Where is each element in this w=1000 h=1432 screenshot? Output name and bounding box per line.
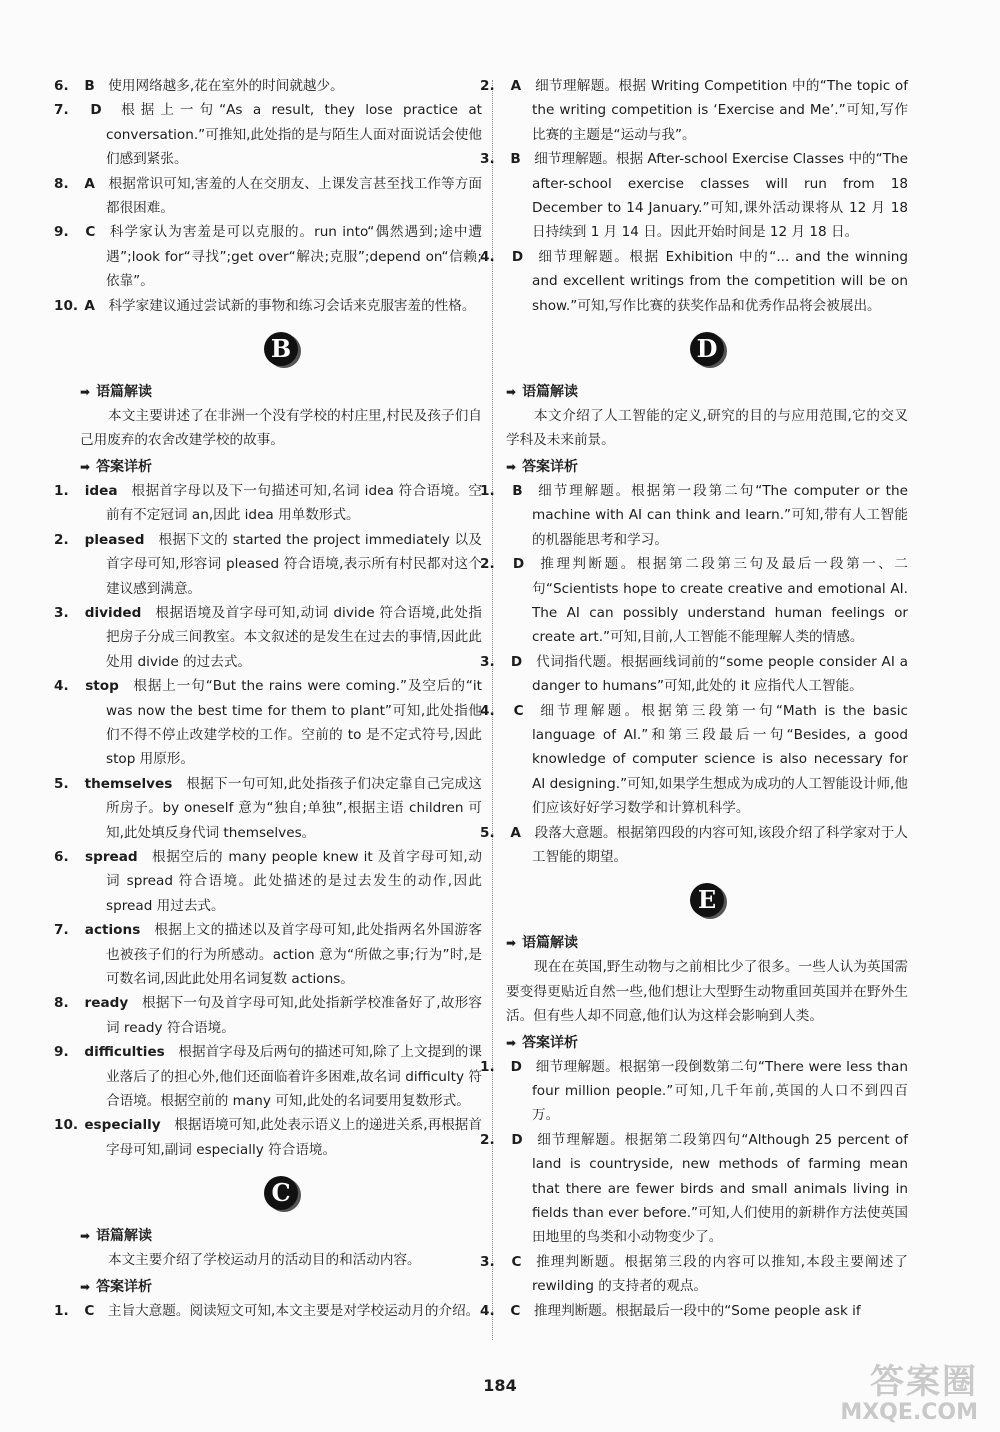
item-answer: C (511, 1253, 522, 1270)
answer-item: 10. especially 根据语境可知,此处表示语义上的递进关系,再根据首字母可知,副词 especially 符合语境。 (54, 1117, 482, 1158)
item-answer: D (511, 248, 524, 265)
arrow-icon: ➡ (80, 459, 91, 474)
watermark-logo (828, 1362, 978, 1424)
heading-text: 答案详析 (96, 1278, 153, 1295)
item-answer: A (84, 175, 95, 192)
answer-item: 5. A 段落大意题。根据第四段的内容可知,该段介绍了科学家对于人工智能的期望。 (480, 824, 908, 865)
section-heading (80, 1275, 482, 1299)
item-answer: idea (84, 482, 118, 499)
answer-item: 4. D 细节理解题。根据 Exhibition 中的“... and the winning and excellent writings from the competition will be on show.”可知,写作比赛的获奖作品和优秀作品将会被展出。 (480, 248, 908, 314)
item-explanation: 使用网络越多,花在室外的时间就越少。 (108, 78, 344, 94)
answer-item: 6. spread 根据空后的 many people knew it 及首字母可知,动词 spread 符合语境。此处描述的是过去发生的动作,因此 spread 用过去式。 (54, 848, 483, 914)
item-explanation: 根据下一句及首字母可知,此处指新学校准备好了,故形容词 ready 符合语境。 (106, 995, 482, 1036)
answer-item: 9. C 科学家认为害羞是可以克服的。run into“偶然遇到;途中遭遇”;look for“寻找”;get over“解决;克服”;depend on“信赖;依靠”。 (54, 224, 483, 290)
item-answer: difficulties (84, 1044, 165, 1061)
item-answer: D (512, 556, 525, 573)
summary-paragraph: 本文主要介绍了学校运动月的活动目的和活动内容。 (108, 1252, 421, 1269)
item-answer: actions (84, 922, 141, 939)
item-explanation: 推理判断题。根据最后一段中的“Some people ask if (533, 1302, 861, 1319)
summary-paragraph: 本文主要讲述了在非洲一个没有学校的村庄里,村民及孩子们自己用废弃的农舍改建学校的故事。 (80, 408, 482, 449)
section-badge-wrap (80, 332, 482, 372)
item-answer: A (510, 824, 521, 841)
arrow-icon: ➡ (80, 1279, 91, 1294)
answer-item: 8. A 根据常识可知,害羞的人在交朋友、上课发言甚至找工作等方面都很困难。 (54, 175, 482, 217)
item-explanation: 段落大意题。根据第四段的内容可知,该段介绍了科学家对于人工智能的期望。 (532, 824, 908, 865)
answer-item: 4. stop 根据上一句“But the rains were coming.”及空后的“it was now the best time for them to plant”可知,此处指他们不得不停止改建学校的工作。空前的 to 是不定式符号,因此 stop 用原形。 (54, 678, 482, 768)
item-explanation: 根据语境及首字母可知,动词 divide 符合语境,此处指把房子分成三间教室。本文叙述的是发生在过去的事情,因此此处用 divide 的过去式。 (106, 604, 482, 670)
answer-item: 2. D 推理判断题。根据第二段第三句及最后一段第一、二句“Scientists hope to create creative and emotional AI. The AI can possibly understand human feelings or create art.”可知,目前,人工智能不能理解人类的情感。 (480, 556, 908, 646)
arrow-icon: ➡ (506, 385, 517, 400)
item-explanation: 细节理解题。根据第一段第二句“The computer or the machine with AI can think and learn.”可知,带有人工智能的机器能思考和学习。 (532, 482, 908, 548)
item-answer: B (512, 482, 523, 499)
item-answer: D (510, 1058, 522, 1075)
answer-item: 4. C 推理判断题。根据最后一段中的“Some people ask if (480, 1302, 861, 1319)
item-explanation: 推理判断题。根据第三段的内容可以推知,本段主要阐述了 rewilding 的支持者的观点。 (532, 1253, 908, 1295)
item-answer: A (510, 78, 522, 94)
answer-item: 7. D 根据上一句“As a result, they lose practice at conversation.”可推知,此处指的是与陌生人面对面说话会使他们感到紧张。 (54, 102, 482, 168)
item-explanation: 根据首字母及后两句的描述可知,除了上文提到的课业落后了的担心外,他们还面临着许多困难,故名词 difficulty 符合语境。根据空前的 many 可知,此处的名词要用复数形式。 (106, 1044, 482, 1110)
item-explanation: 细节理解题。根据 Exhibition 中的“... and the winning and excellent writings from the competition will be on show.”可知,写作比赛的获奖作品和优秀作品将会被展出。 (532, 248, 908, 314)
section-heading (506, 931, 908, 955)
item-answer: C (510, 1302, 521, 1319)
answer-item: 3. D 代词指代题。根据画线词前的“some people consider AI a danger to humans”可知,此处的 it 应指代人工智能。 (480, 653, 908, 695)
item-answer: themselves (84, 775, 173, 792)
answer-item: 2. pleased 根据下文的 started the project immediately 以及首字母可知,形容词 pleased 符合语境,表示所有村民都对这个建议感到满意。 (54, 531, 482, 597)
item-answer: divided (84, 604, 142, 621)
item-answer: C (513, 702, 524, 719)
left-column (54, 74, 483, 1323)
item-explanation: 根据下一句可知,此处指孩子们决定靠自己完成这所房子。by oneself 意为“独自;单独”,根据主语 children 可知,此处填反身代词 themselves。 (106, 775, 482, 841)
heading-text: 语篇解读 (522, 935, 579, 952)
heading-text: 答案详析 (522, 1034, 579, 1051)
item-answer: B (510, 151, 521, 168)
item-answer: pleased (84, 531, 145, 548)
heading-text: 语篇解读 (96, 1228, 153, 1245)
answer-item: 3. B 细节理解题。根据 After-school Exercise Classes 中的“The after-school exercise classes will run from 18 December to 14 January.”可知,课外活动课将从 12 月 18 日持续到 1 月 14 日。因此开始时间是 12 月 18 日。 (480, 151, 908, 241)
answer-item: 3. C 推理判断题。根据第三段的内容可以推知,本段主要阐述了 rewilding 的支持者的观点。 (480, 1253, 908, 1295)
item-explanation: 细节理解题。根据 Writing Competition 中的“The topic of the writing competition is ‘Exercise and Me’.”可知,写作比赛的主题是“运动与我”。 (532, 78, 908, 143)
answer-item: 1. B 细节理解题。根据第一段第二句“The computer or the machine with AI can think and learn.”可知,带有人工智能的机器能思考和学习。 (480, 482, 908, 548)
page-number: 184 (483, 1376, 517, 1395)
section-heading (506, 380, 908, 404)
section-badge: C (264, 1176, 298, 1210)
answer-item: 1. C 主旨大意题。阅读短文可知,本文主要是对学校运动月的介绍。 (54, 1302, 480, 1319)
section-heading (80, 380, 482, 404)
answer-item: 5. themselves 根据下一句可知,此处指孩子们决定靠自己完成这所房子。by oneself 意为“独自;单独”,根据主语 children 可知,此处填反身代词 themselves。 (54, 775, 482, 841)
item-answer: especially (84, 1117, 161, 1134)
section-heading (506, 455, 908, 479)
item-explanation: 根据下文的 started the project immediately 以及首字母可知,形容词 pleased 符合语境,表示所有村民都对这个建议感到满意。 (106, 531, 482, 597)
heading-text: 语篇解读 (96, 384, 153, 401)
arrow-icon: ➡ (506, 1035, 517, 1050)
heading-text: 答案详析 (96, 458, 153, 475)
summary-paragraph: 本文介绍了人工智能的定义,研究的目的与应用范围,它的交叉学科及未来前景。 (506, 408, 908, 449)
answer-item: 1. idea 根据首字母以及下一句描述可知,名词 idea 符合语境。空前有不定冠词 an,因此 idea 用单数形式。 (54, 482, 482, 524)
item-explanation: 根据语境可知,此处表示语义上的递进关系,再根据首字母可知,副词 especially 符合语境。 (106, 1117, 482, 1158)
section-badge: E (690, 883, 724, 917)
item-explanation: 科学家认为害羞是可以克服的。run into“偶然遇到;途中遭遇”;look for“寻找”;get over“解决;克服”;depend on“信赖;依靠”。 (106, 224, 483, 290)
item-explanation: 根据首字母以及下一句描述可知,名词 idea 符合语境。空前有不定冠词 an,因此 idea 用单数形式。 (106, 482, 482, 524)
item-answer: D (511, 1131, 523, 1148)
answer-item: 2. A 细节理解题。根据 Writing Competition 中的“The topic of the writing competition is ‘Exercise and Me’.”可知,写作比赛的主题是“运动与我”。 (480, 78, 908, 143)
answer-item: 1. D 细节理解题。根据第一段倒数第二句“There were less than four million people.”可知,几千年前,英国的人口不到四百万。 (480, 1058, 908, 1124)
item-explanation: 主旨大意题。阅读短文可知,本文主要是对学校运动月的介绍。 (107, 1302, 480, 1319)
item-explanation: 根据上文的描述以及首字母可知,此处指两名外国游客也被孩子们的行为所感动。action 意为“所做之事;行为”时,是可数名词,因此此处用名词复数 actions。 (106, 922, 482, 987)
item-answer: A (84, 297, 95, 314)
item-answer: D (90, 102, 102, 119)
answer-item: 9. difficulties 根据首字母及后两句的描述可知,除了上文提到的课业落后了的担心外,他们还面临着许多困难,故名词 difficulty 符合语境。根据空前的 many 可知,此处的名词要用复数形式。 (54, 1044, 482, 1110)
item-answer: ready (84, 995, 129, 1012)
section-badge: B (264, 332, 298, 366)
item-explanation: 根据常识可知,害羞的人在交朋友、上课发言甚至找工作等方面都很困难。 (106, 175, 482, 217)
item-explanation: 细节理解题。根据 After-school Exercise Classes 中的“The after-school exercise classes will run from 18 December to 14 January.”可知,课外活动课将从 12 月 18 日持续到 1 月 14 日。因此开始时间是 12 月 18 日。 (532, 151, 908, 241)
item-explanation: 根据上一句“But the rains were coming.”及空后的“it was now the best time for them to plant”可知,此处指他们不得不停止改建学校的工作。空前的 to 是不定式符号,因此 stop 用原形。 (106, 678, 482, 768)
section-heading (80, 455, 482, 479)
section-badge-wrap (506, 332, 908, 372)
arrow-icon: ➡ (80, 385, 91, 400)
section-badge-wrap (506, 883, 908, 923)
answer-item: 8. ready 根据下一句及首字母可知,此处指新学校准备好了,故形容词 ready 符合语境。 (54, 995, 482, 1036)
item-explanation: 科学家建议通过尝试新的事物和练习会话来克服害羞的性格。 (108, 297, 476, 314)
section-heading (506, 1031, 908, 1055)
arrow-icon: ➡ (80, 1229, 91, 1244)
watermark-top: 答案圈 (870, 1362, 978, 1402)
item-answer: C (84, 1302, 95, 1319)
answer-item: 10. A 科学家建议通过尝试新的事物和练习会话来克服害羞的性格。 (54, 297, 476, 314)
heading-text: 语篇解读 (522, 384, 579, 401)
watermark-bottom: MXQE.COM (840, 1400, 978, 1425)
item-explanation: 推理判断题。根据第二段第三句及最后一段第一、二句“Scientists hope to create creative and emotional AI. The AI can possibly understand human feelings or create art.”可知,目前,人工智能不能理解人类的情感。 (532, 556, 908, 646)
item-answer: D (510, 653, 523, 670)
item-explanation: 根据空后的 many people knew it 及首字母可知,动词 spread 符合语境。此处描述的是过去发生的动作,因此 spread 用过去式。 (106, 848, 483, 914)
item-explanation: 细节理解题。根据第一段倒数第二句“There were less than four million people.”可知,几千年前,英国的人口不到四百万。 (532, 1058, 908, 1124)
item-answer: B (84, 78, 95, 94)
answer-item: 6. B 使用网络越多,花在室外的时间就越少。 (54, 78, 344, 94)
section-badge-wrap (80, 1176, 482, 1216)
item-explanation: 代词指代题。根据画线词前的“some people consider AI a danger to humans”可知,此处的 it 应指代人工智能。 (532, 653, 908, 695)
item-explanation: 细节理解题。根据第二段第四句“Although 25 percent of land is countryside, new methods of farming mean that there are fewer birds and small animals living in fields than ever before.”可知,人们使用的新耕作方法使英国田地里的鸟类和小动物变少了。 (532, 1131, 908, 1246)
item-explanation: 根据上一句“As a result, they lose practice at conversation.”可推知,此处指的是与陌生人面对面说话会使他们感到紧张。 (106, 102, 482, 168)
arrow-icon: ➡ (506, 936, 517, 951)
item-explanation: 细节理解题。根据第三段第一句“Math is the basic language of AI.”和第三段最后一句“Besides, a good knowledge of computer science is also necessary for AI designing.”可知,如果学生想成为成功的人工智能设计师,他们应该好好学习数学和计算机科学。 (532, 702, 908, 817)
answer-item: 4. C 细节理解题。根据第三段第一句“Math is the basic language of AI.”和第三段最后一句“Besides, a good knowledge of computer science is also necessary for AI designing.”可知,如果学生想成为成功的人工智能设计师,他们应该好好学习数学和计算机科学。 (480, 702, 908, 817)
section-heading (80, 1224, 482, 1248)
right-column (480, 74, 908, 1323)
answer-item: 7. actions 根据上文的描述以及首字母可知,此处指两名外国游客也被孩子们的行为所感动。action 意为“所做之事;行为”时,是可数名词,因此此处用名词复数 actions。 (54, 922, 482, 987)
answer-item: 2. D 细节理解题。根据第二段第四句“Although 25 percent of land is countryside, new methods of farming mean that there are fewer birds and small animals living in fields than ever before.”可知,人们使用的新耕作方法使英国田地里的鸟类和小动物变少了。 (480, 1131, 908, 1246)
item-answer: spread (85, 848, 138, 865)
arrow-icon: ➡ (506, 459, 517, 474)
heading-text: 答案详析 (522, 458, 579, 475)
summary-paragraph: 现在在英国,野生动物与之前相比少了很多。一些人认为英国需要变得更贴近自然一些,他们想让大型野生动物重回英国并在野外生活。但有些人却不同意,他们认为这样会影响到人类。 (506, 959, 908, 1025)
item-answer: C (85, 224, 96, 241)
answer-item: 3. divided 根据语境及首字母可知,动词 divide 符合语境,此处指把房子分成三间教室。本文叙述的是发生在过去的事情,因此此处用 divide 的过去式。 (54, 604, 482, 670)
section-badge: D (690, 332, 724, 366)
item-answer: stop (85, 678, 119, 695)
